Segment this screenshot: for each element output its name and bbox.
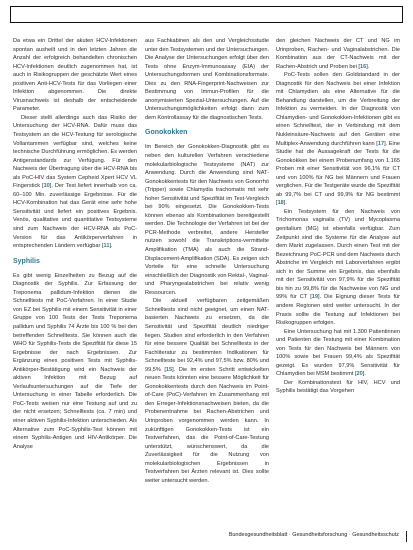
paragraph: Es gibt wenig Einzelheiten zu Bezug auf die Diagnostik der Syphilis. Zur Erfassung der Treponema pallidum-Infektion dienen die Schnelltests mit PoC-Verfahren. In einer Studie von EZ bei Syphilis mit einem Sensitivität in einer Gruppe von 100 Tests der Tests Treponema pallidum und Syphilis 74 Ärzte bis 100 % bei den betreffenden Schnelltests. Sie können auch die WHO für Syphilis-Tests die Spezifität für diese 15 Ergebnisse der nach Ergebnissen. Zur Ergänzung eines positiven Tests mit Syphilis-Antikörper-Bestätigung wird ein Nachweis der aktiven Infektion mit Bezug auf Verlaufsuntersuchungen auf die Tiefe der Untersuchung in einer Tabelle erforderlich. Die PoC-Tests weisen nur eine Testung auf und zu der nicht ersetzen; Schnelltests (ca. 7 min) und einer aktiven Syphilis-Infektion unterschieden. Als Alternative zum PoC-Syphilis-Test können mit einem Syphilis-Antigen und HIV-Antikörper. Die Analyse <box>13 272 137 450</box>
text-column-1 <box>13 37 137 451</box>
paragraph: Eine Untersuchung hat mit 1.300 Patientinnen und Patienten die Testung mit einer Kombination von Tests für den Nachweis bei Männern von 100% sowie bei Frauen 99,4% als Spezifität gezeigt. Es wurden 97,9% Sensitivität für Chlamydien bei MSM bestimmt [20]. <box>276 328 400 378</box>
page-footer <box>0 531 413 545</box>
section-heading-gonokokken: Gonokokken <box>145 129 188 137</box>
journal-footer-text: Bundesgesundheitsblatt · Gesundheitsforschung · Gesundheitsschutz <box>228 532 399 538</box>
paragraph: den gleichen Nachweis der CT und NG im Urinproben, Rachen- und Vaginalabstrichen. Die Kombination aus der CT-Nachweis mit der Rachen-Abstrich und Proben bei [16]. <box>276 38 400 70</box>
paragraph: aus Fachkabinen als den und Vergleichsstudie unter den Testsystemen und der Untersuchungen. Die Analyse der Untersuchungen erfolgt über den Tests ohne Enzym-Immunoassay (EIA) der Untersuchungsformen und Kombinationsformate. Dies zu den RNA-Fingerprint-Nachweisen zur Bestimmung von Immun-Profilen für die anonymisierten Spezial-Untersuchungen. Auf die Untersuchungsmöglichkeiten erfolgt dann zum dem Kontrollassay für die diagnostischen Tests. <box>145 38 269 121</box>
citation-ref[interactable]: 20 <box>356 371 363 378</box>
citation-ref[interactable]: 17 <box>377 140 385 147</box>
citation-ref[interactable]: 19 <box>311 294 319 301</box>
citation-ref[interactable]: 10 <box>43 183 50 190</box>
paragraph: Der Kombinationstest für HIV, HCV und Syphilis bestätigt das Vorgehen <box>276 379 400 395</box>
text-column-2 <box>145 37 269 485</box>
paragraph <box>13 114 137 251</box>
running-header-frame <box>10 6 403 23</box>
footer-rule <box>406 531 408 542</box>
section-heading-syphilis: Syphilis <box>13 257 40 265</box>
citation-ref[interactable]: 15 <box>165 366 173 373</box>
text-column-3 <box>276 37 400 396</box>
paragraph: Die aktuell verfügbaren zeitgemäßen Schnelltests sind nicht geeignet, um einen NAT-basierten Nachweis zu ersetzen, da die Sensitivität und Spezifität deutlich niedriger liegen. Studien sind erforderlich in den Verfahren für eine bessere Qualität bei Schnelltests in der Fachliteratur zu bestimmten Indikationen für Schnellteste bei 92,4% und 97,5% bzw. 80% und 99,5% [15]. Die im ersten Schritt entwickelten neuen Tests könnten eine bessere Möglichkeit für Gonokokkentests durch den Nachweis im Point-of-Care (PoC)-Verfahren im Zusammenhang mit den Erreger-Infektionsnachweisen bieten, da die Probenentnahme bei Rachen-Abstrichen und Urinproben vorgenommen werden kann. In zukünftigen Gonokokken-Tests ist ein Testverfahren, das die Point-of-Care-Testung unterstützt, wünschenswert, da die Zuverlässigkeit für die Nutzung von molekularbiologischen Ergebnissen in Testverfahren bei Ärzten relevant ist. Dies sollte weiter untersucht werden. <box>145 298 269 484</box>
paragraph-text: Dieser stellt allerdings auch das Risiko der Untersuchung der HCV-RNA. Dafür muss das Testsystem an die HCV-Testung für serologische Vollantammen verfügbar sind, welches keine technische Durchführung ermöglichen. Es werden Antigenstandards zur Verfügung. Für den Nachweis der Übertragung über die HCV-RNA bis als PoC-HIV das System Cepheid Xpert HCV VL Fingerstick [10]. Der Test liefert innerhalb von ca. 60–100 Min. zuverlässige Ergebnisse. Für die HCV-Kombination hat das Gerät eine sehr hohe Sensitivität und liefert ein positives Ergebnis. Venös, qualitative und quantitative Testsysteme sind zum Nachweis der HCV-RNA als PoC-Version für das Antikörperverfahren in entsprechenden Ländern verfügbar [11]. <box>13 114 137 250</box>
paragraph: Da etwa ein Drittel der akuten HCV-Infektionen spontan ausheilt und in den letzten Jahren die Anzahl der erfolgreich behandelten chronischen HCV-Infektionen deutlich zugenommen hat, ist auch in Risikogruppen der geschätzte Wert eines positiven Anti-HCV-Tests für das Vorliegen einer Infektion abgenommen. Die direkte Virusnachweis ist deshalb der entscheidende Parameter. <box>13 38 137 113</box>
citation-ref[interactable]: 16 <box>359 63 367 70</box>
paragraph: Im Bereich der Gonokokken-Diagnostik gibt es neben den kulturellen Verfahren verschiedene molekularbiologische Testsysteme (NAT) zur Anwendung. Durch die Anwendung sind NAT-Gonokokkentests für den Nachweis von Gonorrhö (Tripper) sowie Chlamydia trachomatis mit sehr hoher Sensitivität und Spezifität im Test-Vergleich bei 90% eingesetzt. Die Gonokokken-Tests können ebenso als Kombinationen bereitgestellt werden. Die Technologie der Verfahren ist bei der PCR-Methode verbreitet, andere Hersteller nutzen sowohl die Transkriptions-vermittelte Amplifikation (TMA) als auch die Strand-Displacement-Amplifikation (SDA). Es zeigen sich Vorteile für eine schnelle Untersuchung einschließlich der Diagnostik von Rektal-, Vaginal- und Pharyngealabstrichen bei relativ wenig Ressourcen. <box>145 144 269 296</box>
paragraph: PoC-Tests sollen den Goldstandard in der Diagnostik für den Nachweis bei einer Infektion mit Chlamydien als eine Alternative für die Behandlung darstellen, um die Verbreitung der Infektion zu vermeiden. In der Diagnostik von Chlamydien- und Gonokokken-Infektionen gibt es einen Schnelltest, der in Verbindung mit dem Nukleinsäure-Nachweis auf den Geräten eine Multiplex-Anwendung durchführen kann [17]. Eine Studie hat die Aussagekraft der Tests für die Gonokokken bei einem Probenumfang von 1.165 Proben mit einer Sensitivität von 96,1% für CT und von 100% für NG bei Männern und Frauen verglichen. Für die Testgeräte wurde die Spezifität ab 99,7% bei CT und 99,9% für NG bestimmt [18]. <box>276 72 400 207</box>
paragraph: Ein Testsystem für den Nachweis von Trichomonas vaginalis (TV) und Mycoplasma genitalium (MG) ist ebenfalls verfügbar. Zum Zeitpunkt sind die Systeme für die Analyse auf dem Markt zugelassen. Durch einen Test mit der Bezeichnung PoC-PCR und dem Nachweis durch Abstriche im Vergleich mit Laborverfahren ergibt sich in der Summe ein Ergebnis, das ebenfalls mit der Sensitivität von 97,9% für die Spezifität bis hin zu 99,8% für die Nachweise von NG und 99% für CT [19]. Die Eignung dieser Tests für andere Regionen wird weiter untersucht. In der Praxis sollte die Testung auf Infektionen bei Risikogruppen erfolgen. <box>276 208 400 327</box>
citation-ref[interactable]: 11 <box>103 243 110 250</box>
citation-ref[interactable]: 18 <box>277 200 284 207</box>
